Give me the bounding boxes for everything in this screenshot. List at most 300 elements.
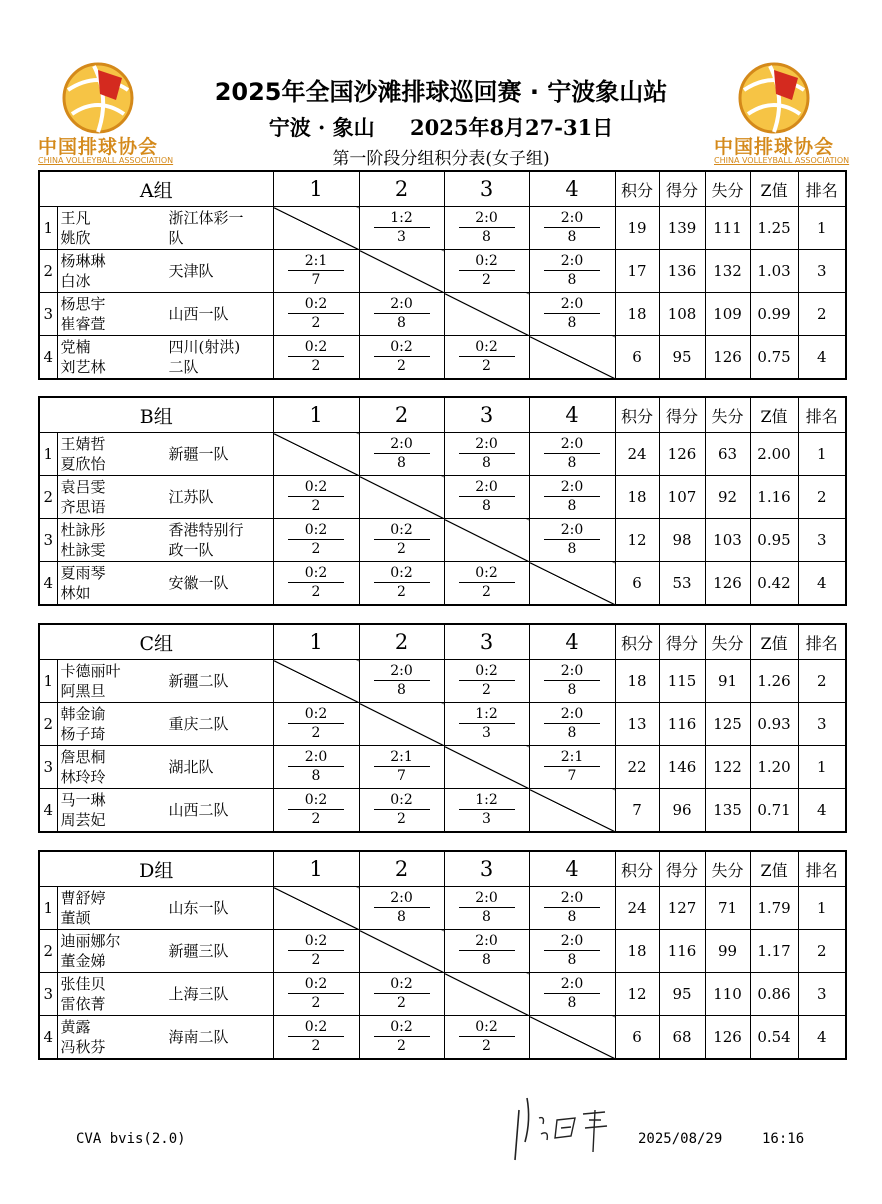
set-score: 2:0: [544, 436, 600, 454]
row-number: 2: [39, 476, 57, 519]
match-points: 2: [397, 540, 406, 557]
player-name: 杨子琦: [60, 725, 106, 743]
stat-z: 0.42: [750, 562, 798, 606]
table-row: [39, 336, 846, 380]
player-name: 张佳贝: [60, 975, 106, 993]
match-result-cell: [529, 703, 615, 746]
stat-z: 1.26: [750, 660, 798, 703]
match-result-cell: [359, 660, 444, 703]
stat-z: 1.17: [750, 930, 798, 973]
stat-lost: 126: [705, 1016, 750, 1060]
stat-lost: 135: [705, 789, 750, 833]
team-cell: [57, 519, 273, 562]
set-score: 0:2: [374, 339, 430, 357]
set-score: 2:0: [459, 436, 515, 454]
match-result-cell: [444, 476, 529, 519]
stat-rank: 3: [798, 973, 846, 1016]
set-score: 2:0: [459, 210, 515, 228]
match-result-cell: [529, 973, 615, 1016]
set-score: 1:2: [459, 792, 515, 810]
table-row: [39, 660, 846, 703]
player-name: 齐思语: [60, 498, 106, 516]
team-cell: [57, 293, 273, 336]
set-score: 0:2: [288, 522, 344, 540]
match-points: 8: [567, 951, 577, 968]
column-header-points: 积分: [615, 397, 659, 433]
match-result-cell: [444, 562, 529, 606]
team-name: 二队: [168, 358, 199, 376]
match-result-cell: [273, 336, 359, 380]
set-score: 2:0: [374, 663, 430, 681]
set-score: 2:1: [544, 749, 600, 767]
stat-scored: 53: [659, 562, 705, 606]
stat-scored: 107: [659, 476, 705, 519]
match-points: 8: [482, 951, 491, 968]
match-points: 2: [311, 314, 321, 331]
match-points: 8: [567, 228, 577, 245]
match-points: 2: [397, 357, 406, 374]
self-match-cell: [529, 1016, 615, 1060]
stat-z: 0.99: [750, 293, 798, 336]
row-number: 3: [39, 973, 57, 1016]
row-number: 3: [39, 293, 57, 336]
team-cell: [57, 336, 273, 380]
stat-lost: 122: [705, 746, 750, 789]
table-header-row: [39, 171, 846, 207]
stat-z: 0.75: [750, 336, 798, 380]
team-name: 新疆二队: [168, 672, 229, 690]
match-result-cell: [529, 476, 615, 519]
match-points: 8: [311, 767, 321, 784]
match-result-cell: [273, 703, 359, 746]
match-result-cell: [444, 660, 529, 703]
set-score: 2:0: [544, 479, 600, 497]
stat-lost: 109: [705, 293, 750, 336]
player-name: 冯秋芬: [60, 1038, 106, 1056]
player-name: 党楠: [60, 338, 91, 356]
match-result-cell: [529, 207, 615, 250]
stat-scored: 126: [659, 433, 705, 476]
logo-english-name: CHINA VOLLEYBALL ASSOCIATION: [714, 156, 850, 165]
set-score: 2:0: [544, 253, 600, 271]
team-name: 山西二队: [168, 801, 229, 819]
stat-rank: 1: [798, 887, 846, 930]
set-score: 2:0: [544, 296, 600, 314]
player-name: 曹舒婷: [60, 889, 106, 907]
stat-lost: 71: [705, 887, 750, 930]
table-row: [39, 789, 846, 833]
match-result-cell: [273, 973, 359, 1016]
stat-rank: 3: [798, 250, 846, 293]
team-name: 山东一队: [168, 899, 229, 917]
team-name: 香港特别行: [168, 521, 244, 539]
column-header-rank: 排名: [798, 851, 846, 887]
stat-z: 0.93: [750, 703, 798, 746]
match-points: 8: [482, 908, 491, 925]
player-name: 王凡: [60, 209, 91, 227]
player-name: 詹思桐: [60, 748, 106, 766]
table-row: [39, 887, 846, 930]
self-match-cell: [529, 562, 615, 606]
match-result-cell: [444, 433, 529, 476]
column-header: 2: [359, 397, 444, 433]
table-row: [39, 519, 846, 562]
stat-rank: 4: [798, 562, 846, 606]
self-match-cell: [359, 476, 444, 519]
match-result-cell: [359, 562, 444, 606]
stat-points: 18: [615, 293, 659, 336]
set-score: 0:2: [459, 253, 515, 271]
event-dates: 2025年8月27-31日: [410, 115, 614, 140]
match-result-cell: [529, 660, 615, 703]
stat-points: 24: [615, 433, 659, 476]
player-name: 雷依菁: [60, 995, 106, 1013]
print-time: 16:16: [762, 1131, 805, 1147]
stat-rank: 1: [798, 433, 846, 476]
column-header-z: Z值: [750, 851, 798, 887]
match-result-cell: [529, 433, 615, 476]
table-header-row: [39, 851, 846, 887]
team-name: 政一队: [168, 541, 214, 559]
stat-scored: 127: [659, 887, 705, 930]
stat-z: 0.71: [750, 789, 798, 833]
row-number: 4: [39, 336, 57, 380]
self-match-cell: [529, 336, 615, 380]
team-name: 浙江体彩一: [168, 209, 244, 227]
set-score: 0:2: [288, 565, 344, 583]
match-points: 8: [397, 908, 406, 925]
column-header-points: 积分: [615, 171, 659, 207]
stat-rank: 2: [798, 293, 846, 336]
group-name: C组: [39, 624, 273, 660]
team-cell: [57, 476, 273, 519]
match-result-cell: [444, 887, 529, 930]
logo-chinese-name: 中国排球协会: [714, 136, 835, 158]
stat-scored: 139: [659, 207, 705, 250]
table-row: [39, 1016, 846, 1060]
column-header-scored: 得分: [659, 171, 705, 207]
set-score: 0:2: [459, 663, 515, 681]
match-points: 2: [311, 540, 321, 557]
match-result-cell: [359, 1016, 444, 1060]
column-header-rank: 排名: [798, 171, 846, 207]
set-score: 2:0: [459, 479, 515, 497]
match-points: 8: [397, 681, 406, 698]
stat-rank: 4: [798, 1016, 846, 1060]
stat-z: 2.00: [750, 433, 798, 476]
stat-lost: 126: [705, 336, 750, 380]
set-score: 0:2: [374, 976, 430, 994]
stat-z: 0.95: [750, 519, 798, 562]
match-result-cell: [273, 293, 359, 336]
match-result-cell: [359, 207, 444, 250]
row-number: 4: [39, 1016, 57, 1060]
stat-rank: 2: [798, 930, 846, 973]
stat-rank: 2: [798, 660, 846, 703]
team-cell: [57, 746, 273, 789]
match-result-cell: [273, 250, 359, 293]
set-score: 2:0: [544, 663, 600, 681]
match-result-cell: [444, 1016, 529, 1060]
column-header-scored: 得分: [659, 851, 705, 887]
match-result-cell: [273, 746, 359, 789]
set-score: 0:2: [288, 933, 344, 951]
self-match-cell: [359, 250, 444, 293]
column-header: 1: [273, 851, 359, 887]
match-points: 7: [397, 767, 406, 784]
column-header: 1: [273, 397, 359, 433]
stat-rank: 4: [798, 336, 846, 380]
stat-points: 6: [615, 562, 659, 606]
player-name: 刘艺林: [60, 358, 106, 376]
set-score: 0:2: [288, 339, 344, 357]
match-result-cell: [273, 930, 359, 973]
row-number: 3: [39, 746, 57, 789]
column-header-scored: 得分: [659, 397, 705, 433]
player-name: 白冰: [60, 272, 91, 290]
column-header: 4: [529, 851, 615, 887]
match-points: 8: [397, 454, 406, 471]
match-result-cell: [273, 789, 359, 833]
match-result-cell: [444, 207, 529, 250]
stat-scored: 146: [659, 746, 705, 789]
stat-rank: 4: [798, 789, 846, 833]
match-points: 3: [482, 724, 491, 741]
set-score: 2:1: [288, 253, 344, 271]
team-cell: [57, 703, 273, 746]
set-score: 2:0: [374, 296, 430, 314]
set-score: 0:2: [374, 522, 430, 540]
stat-lost: 92: [705, 476, 750, 519]
set-score: 0:2: [374, 1019, 430, 1037]
player-name: 崔睿萱: [60, 315, 106, 333]
match-points: 8: [567, 908, 577, 925]
column-header: 4: [529, 624, 615, 660]
table-row: [39, 250, 846, 293]
column-header-lost: 失分: [705, 397, 750, 433]
match-result-cell: [359, 433, 444, 476]
stat-scored: 68: [659, 1016, 705, 1060]
logo-chinese-name: 中国排球协会: [38, 136, 159, 158]
set-score: 2:0: [544, 976, 600, 994]
match-result-cell: [529, 519, 615, 562]
match-points: 8: [482, 454, 491, 471]
match-points: 8: [567, 271, 577, 288]
match-points: 2: [482, 681, 491, 698]
column-header-rank: 排名: [798, 397, 846, 433]
column-header: 2: [359, 624, 444, 660]
stat-lost: 126: [705, 562, 750, 606]
stat-lost: 91: [705, 660, 750, 703]
set-score: 2:0: [544, 522, 600, 540]
set-score: 0:2: [288, 976, 344, 994]
match-result-cell: [529, 250, 615, 293]
match-points: 2: [311, 357, 321, 374]
match-points: 3: [482, 810, 491, 827]
table-row: [39, 562, 846, 606]
match-points: 8: [567, 724, 577, 741]
match-points: 2: [482, 271, 491, 288]
player-name: 卡德丽叶: [60, 662, 121, 680]
stat-z: 1.25: [750, 207, 798, 250]
stat-scored: 115: [659, 660, 705, 703]
player-name: 马一琳: [60, 791, 106, 809]
match-result-cell: [359, 887, 444, 930]
column-header: 3: [444, 171, 529, 207]
match-points: 2: [482, 583, 491, 600]
column-header: 2: [359, 851, 444, 887]
row-number: 1: [39, 433, 57, 476]
player-name: 姚欣: [60, 229, 91, 247]
match-points: 2: [397, 994, 406, 1011]
team-name: 安徽一队: [168, 574, 229, 592]
match-points: 7: [311, 271, 321, 288]
table-header-row: [39, 397, 846, 433]
stat-points: 12: [615, 973, 659, 1016]
table-row: [39, 293, 846, 336]
match-result-cell: [359, 746, 444, 789]
column-header: 1: [273, 171, 359, 207]
set-score: 2:0: [374, 890, 430, 908]
stat-rank: 3: [798, 703, 846, 746]
column-header: 4: [529, 397, 615, 433]
team-name: 湖北队: [168, 758, 214, 776]
table-row: [39, 476, 846, 519]
stat-lost: 103: [705, 519, 750, 562]
player-name: 董颉: [60, 909, 91, 927]
table-row: [39, 746, 846, 789]
match-points: 2: [397, 810, 406, 827]
stat-lost: 111: [705, 207, 750, 250]
column-header-scored: 得分: [659, 624, 705, 660]
stat-points: 6: [615, 336, 659, 380]
set-score: 2:1: [374, 749, 430, 767]
column-header: 1: [273, 624, 359, 660]
set-score: 0:2: [288, 296, 344, 314]
table-row: [39, 973, 846, 1016]
stat-points: 6: [615, 1016, 659, 1060]
stat-scored: 95: [659, 973, 705, 1016]
stat-points: 24: [615, 887, 659, 930]
match-points: 8: [567, 540, 577, 557]
column-header: 3: [444, 851, 529, 887]
stat-rank: 3: [798, 519, 846, 562]
event-subtitle: [0, 112, 882, 142]
match-result-cell: [444, 250, 529, 293]
player-name: 杨琳琳: [60, 252, 106, 270]
match-result-cell: [359, 336, 444, 380]
column-header-rank: 排名: [798, 624, 846, 660]
row-number: 3: [39, 519, 57, 562]
stat-rank: 1: [798, 207, 846, 250]
match-points: 8: [567, 681, 577, 698]
stat-scored: 108: [659, 293, 705, 336]
set-score: 2:0: [459, 933, 515, 951]
self-match-cell: [444, 293, 529, 336]
row-number: 4: [39, 789, 57, 833]
set-score: 0:2: [288, 706, 344, 724]
set-score: 0:2: [374, 565, 430, 583]
set-score: 2:0: [288, 749, 344, 767]
column-header: 3: [444, 397, 529, 433]
team-cell: [57, 1016, 273, 1060]
group-table: [38, 850, 847, 1060]
player-name: 杨思宇: [60, 295, 106, 313]
match-result-cell: [273, 1016, 359, 1060]
self-match-cell: [444, 746, 529, 789]
row-number: 1: [39, 660, 57, 703]
signature: [505, 1090, 615, 1165]
player-name: 夏雨琴: [60, 564, 106, 582]
stat-rank: 2: [798, 476, 846, 519]
row-number: 4: [39, 562, 57, 606]
column-header-z: Z值: [750, 171, 798, 207]
row-number: 1: [39, 207, 57, 250]
set-score: 2:0: [544, 706, 600, 724]
stat-lost: 63: [705, 433, 750, 476]
table-row: [39, 433, 846, 476]
stat-points: 18: [615, 476, 659, 519]
match-points: 7: [567, 767, 577, 784]
match-result-cell: [529, 930, 615, 973]
team-name: 队: [168, 229, 184, 247]
stat-z: 1.20: [750, 746, 798, 789]
group-table: [38, 396, 847, 606]
group-name: D组: [39, 851, 273, 887]
match-points: 8: [397, 314, 406, 331]
player-name: 周芸妃: [60, 811, 106, 829]
stat-lost: 132: [705, 250, 750, 293]
team-cell: [57, 887, 273, 930]
match-points: 2: [397, 583, 406, 600]
match-points: 8: [482, 497, 491, 514]
column-header-z: Z值: [750, 397, 798, 433]
match-points: 2: [311, 1037, 321, 1054]
match-result-cell: [273, 476, 359, 519]
stat-z: 1.03: [750, 250, 798, 293]
logo-english-name: CHINA VOLLEYBALL ASSOCIATION: [38, 156, 174, 165]
self-match-cell: [444, 519, 529, 562]
row-number: 1: [39, 887, 57, 930]
player-name: 韩金谕: [60, 705, 106, 723]
stat-z: 1.79: [750, 887, 798, 930]
stat-points: 7: [615, 789, 659, 833]
team-cell: [57, 930, 273, 973]
group-name: B组: [39, 397, 273, 433]
match-points: 2: [482, 1037, 491, 1054]
column-header: 3: [444, 624, 529, 660]
set-score: 0:2: [459, 339, 515, 357]
table-row: [39, 703, 846, 746]
match-result-cell: [444, 930, 529, 973]
player-name: 林如: [60, 584, 91, 602]
set-score: 0:2: [288, 1019, 344, 1037]
match-result-cell: [359, 789, 444, 833]
set-score: 0:2: [459, 1019, 515, 1037]
stat-points: 18: [615, 660, 659, 703]
match-result-cell: [359, 519, 444, 562]
stat-z: 1.16: [750, 476, 798, 519]
player-name: 阿黑旦: [60, 682, 106, 700]
self-match-cell: [359, 703, 444, 746]
match-result-cell: [273, 519, 359, 562]
stat-scored: 98: [659, 519, 705, 562]
player-name: 董金娣: [60, 952, 106, 970]
stat-points: 13: [615, 703, 659, 746]
set-score: 2:0: [544, 890, 600, 908]
team-cell: [57, 562, 273, 606]
event-location: 宁波 · 象山: [268, 115, 375, 140]
